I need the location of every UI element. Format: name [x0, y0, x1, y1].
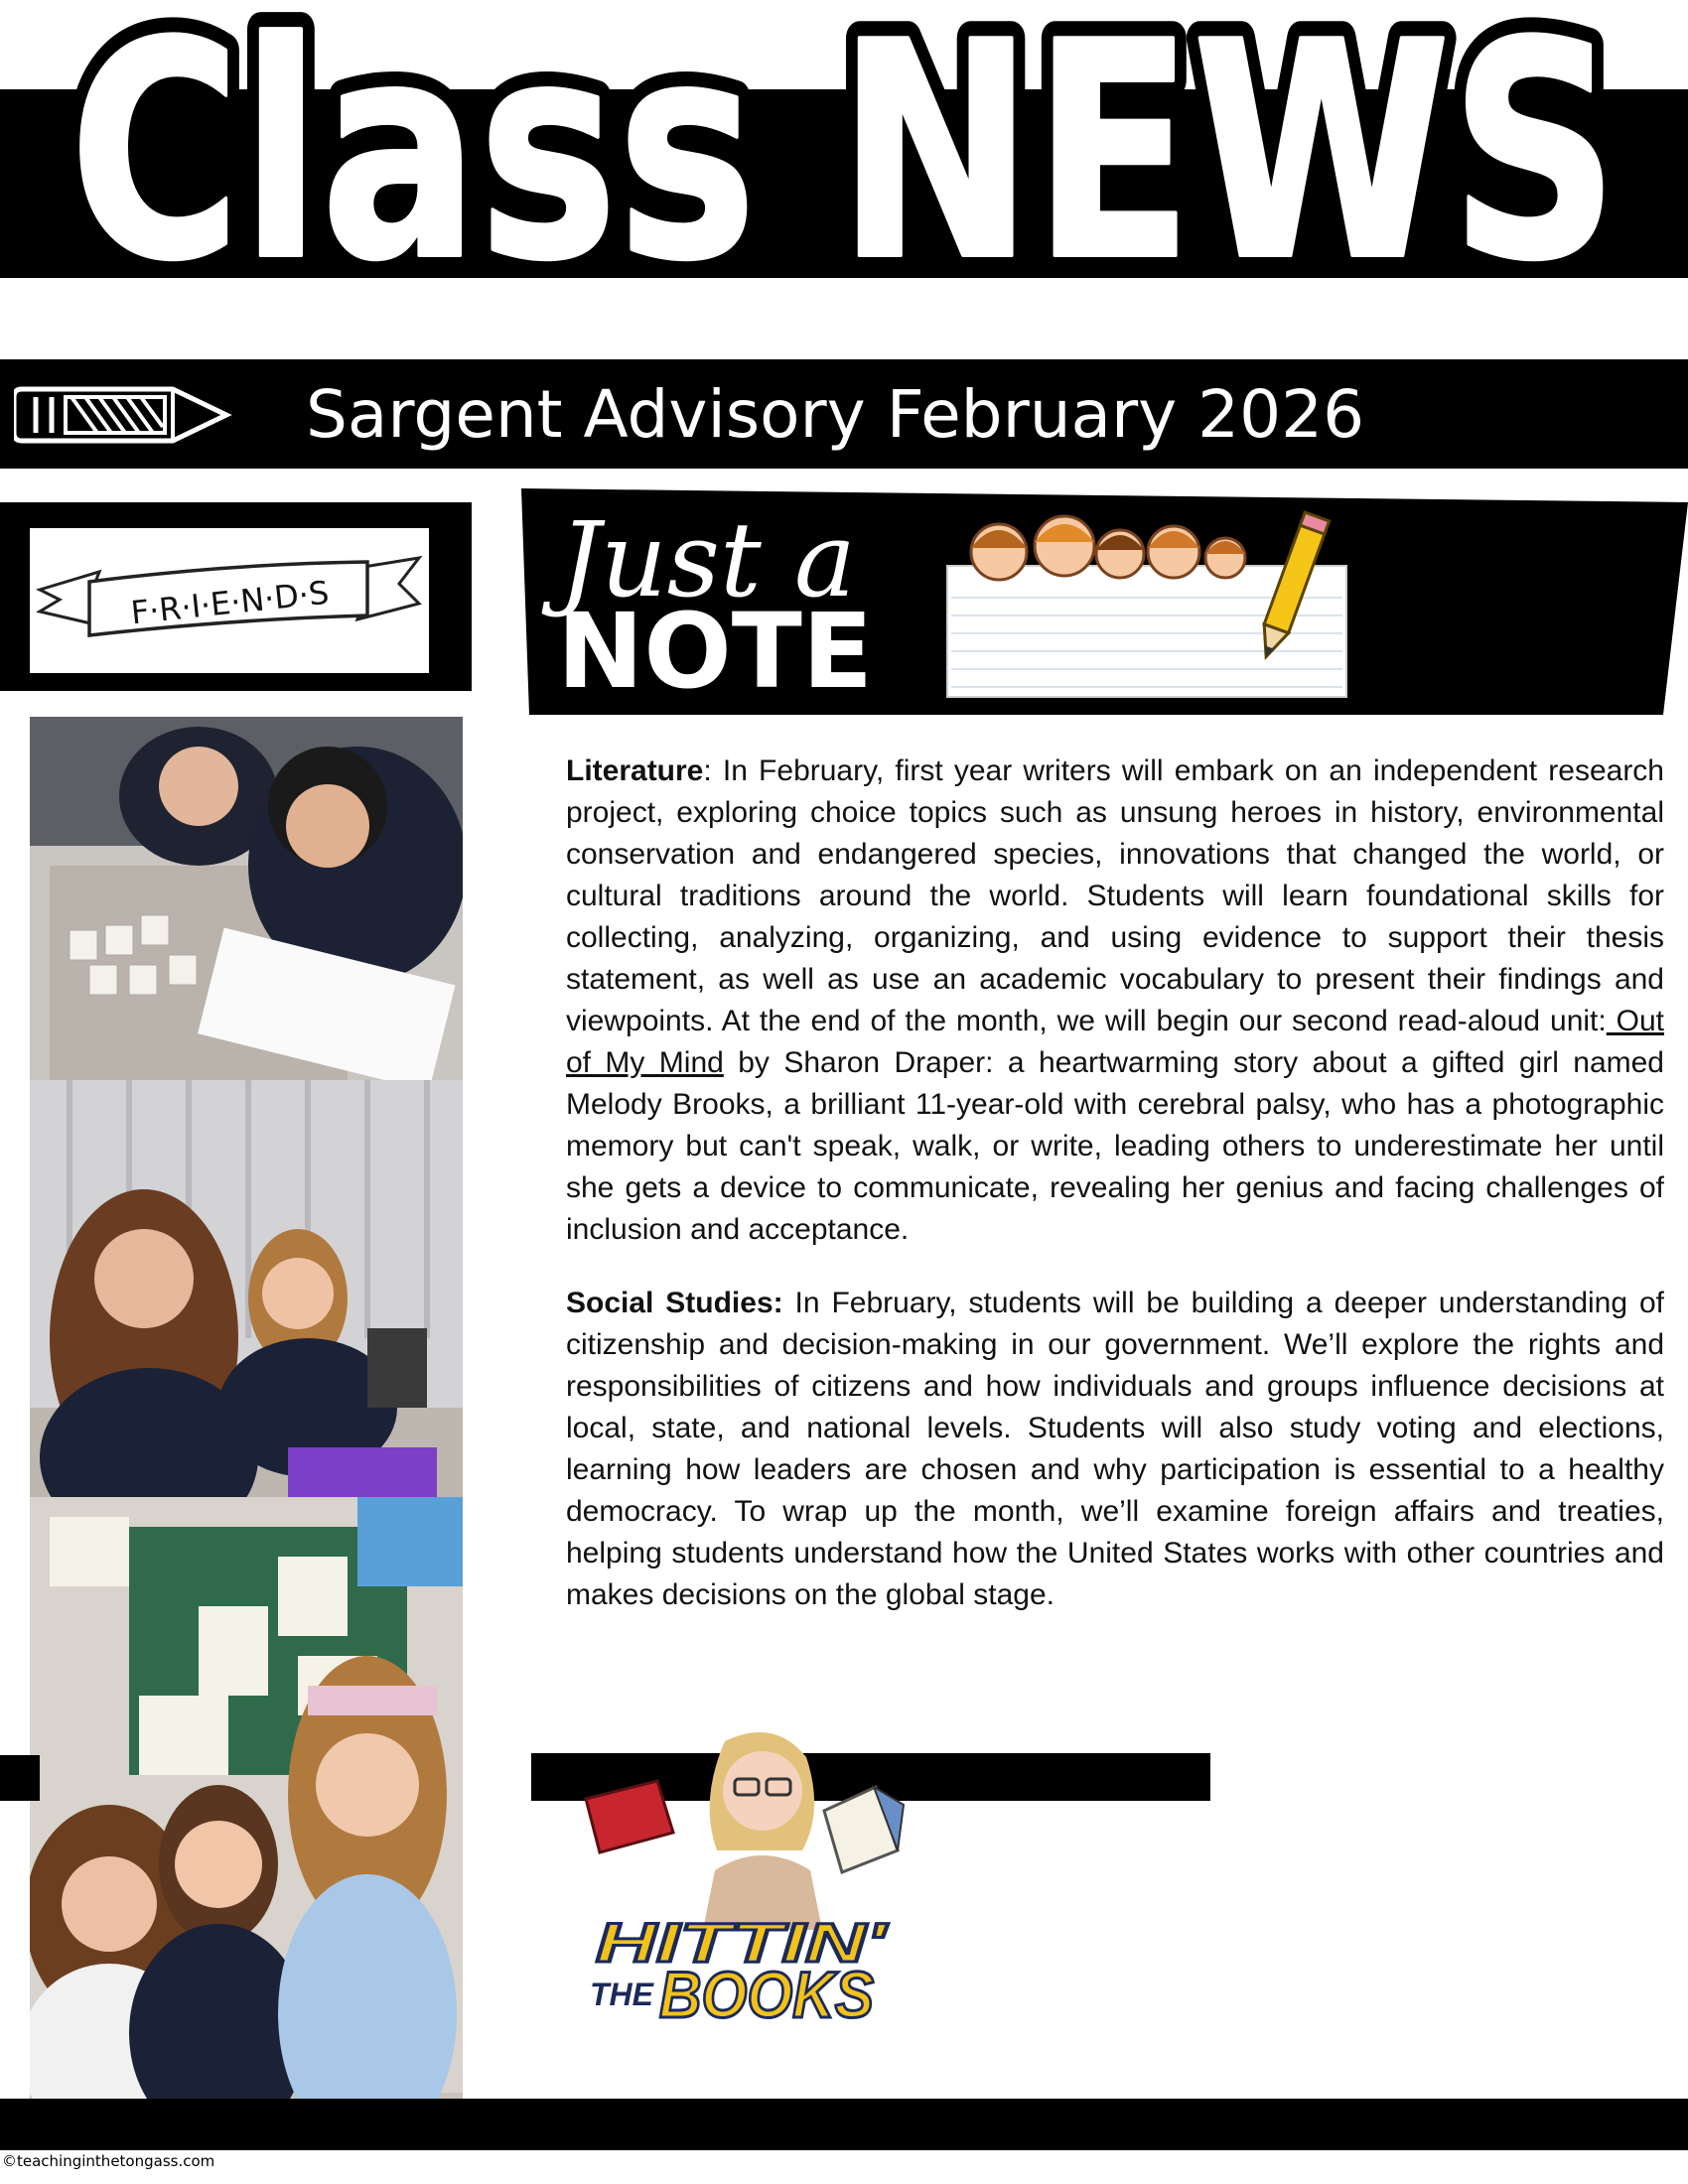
literature-label: Literature: [566, 754, 704, 787]
svg-text:NOTE: NOTE: [557, 591, 873, 712]
social-studies-text: In February, students will be building a deeper understanding of citizenship and decision-making in our government. We’ll explore the rights and responsibilities of citizens and how individuals and groups influence decisions at local, state, and national levels. Students will also study voting and elections, learning how leaders are chosen and why participation is essential to a healthy democracy. To wrap up the month, we’ll examine foreign affairs and treaties, helping students understand how the United States works with other countries and makes decisions on the global stage.: [566, 1287, 1664, 1611]
left-bar-accent: [0, 1755, 40, 1801]
svg-text:Class NEWS: Class NEWS: [70, 0, 1618, 326]
masthead-title: [0, 0, 1688, 330]
friends-banner-icon: [30, 528, 429, 673]
svg-text:F·R·I·E·N·D·S: F·R·I·E·N·D·S: [128, 573, 332, 632]
article-body: [566, 751, 1664, 1648]
friends-logo: [30, 528, 429, 673]
svg-text:THE: THE: [590, 1977, 653, 2012]
photo-column: [30, 717, 463, 2134]
social-studies-paragraph: [566, 1283, 1664, 1616]
hittin-the-books-logo: [576, 1721, 914, 2029]
classroom-photo-2: [30, 1080, 463, 1497]
svg-text:Class NEWS: Class NEWS: [70, 0, 1618, 326]
social-studies-label: Social Studies:: [566, 1287, 783, 1319]
book-title: Out of My Mind: [566, 1005, 1664, 1079]
kids-notepad-clipart: [943, 502, 1350, 701]
classroom-photo-1: [30, 717, 463, 1080]
literature-text: : In February, first year writers will embark on an independent research project, exploring choice topics such as unsung heroes in history, environmental conservation and endangered species, innovations that changed the world, or cultural traditions around the world. Students will learn foundational skills for collecting, analyzing, organizing, and using evidence to support their thesis statement, as well as use an academic vocabulary to present their findings and viewpoints. At the end of the month, we will begin our second read-aloud unit:: [566, 754, 1664, 1037]
svg-text:HITTIN': HITTIN': [596, 1911, 889, 1974]
svg-text:BOOKS: BOOKS: [659, 1958, 874, 2029]
footer-bar: [0, 2099, 1688, 2150]
svg-text:Just a: Just a: [559, 499, 856, 620]
teacher-reading-icon: [586, 1732, 904, 1930]
copyright-credit: ©teachinginthetongass.com: [2, 2152, 215, 2170]
newsletter-subtitle: Sargent Advisory February 2026: [306, 376, 1365, 453]
literature-text-end: by Sharon Draper: a heartwarming story about a gifted girl named Melody Brooks, a brilliant 11-year-old with cerebral palsy, who has a photographic memory but can't speak, walk, or write, leading others to underestimate her until she gets a device to communicate, revealing her genius and facing challenges of inclusion and acceptance.: [566, 1046, 1664, 1246]
pencil-icon: [14, 383, 232, 447]
literature-paragraph: [566, 751, 1664, 1251]
classroom-photo-3: [30, 1497, 463, 2134]
